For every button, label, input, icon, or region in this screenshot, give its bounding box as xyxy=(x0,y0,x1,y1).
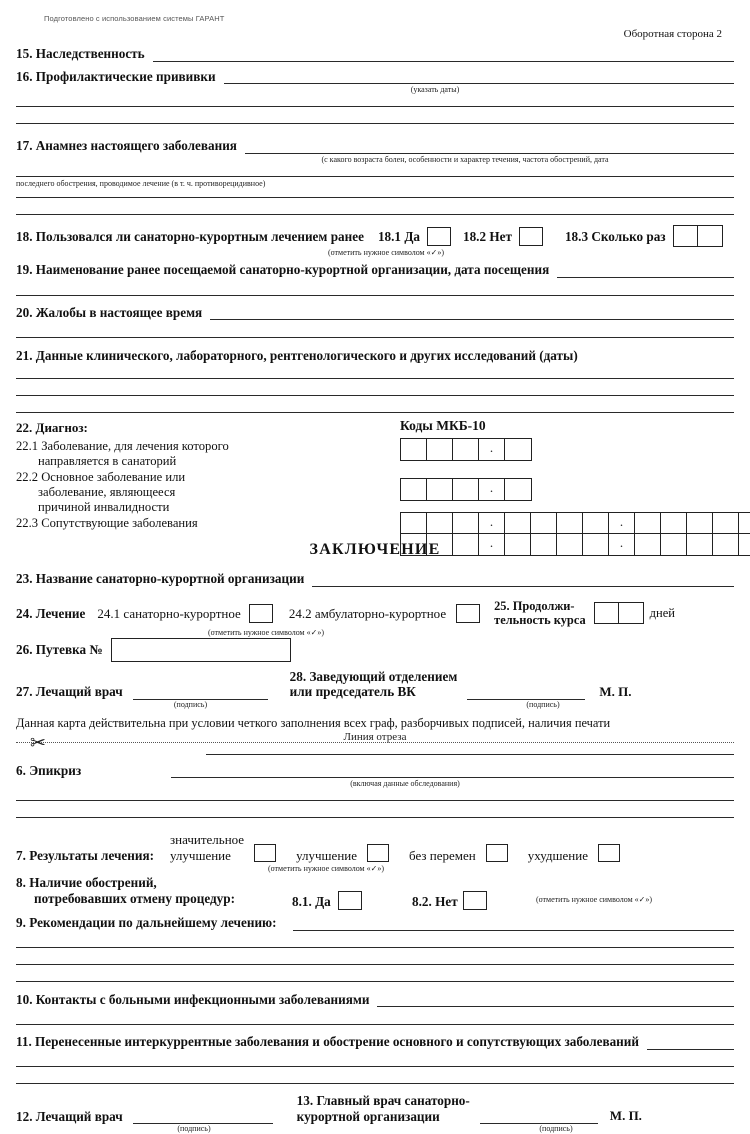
label-18-1: 18.1 Да xyxy=(377,228,420,244)
code-cell[interactable] xyxy=(401,479,427,500)
code-cell[interactable] xyxy=(635,534,661,555)
label-19: 19. Наименование ранее посещаемой санаторно-курортной организации, дата посещения xyxy=(16,262,550,278)
label-mkb-title: Коды МКБ-10 xyxy=(400,418,486,434)
label-22-3: 22.3 Сопутствующие заболевания xyxy=(16,516,198,531)
input-line-6d[interactable] xyxy=(16,817,734,818)
label-24: 24. Лечение xyxy=(16,605,86,621)
code-cell[interactable] xyxy=(609,534,635,555)
input-line-17b[interactable] xyxy=(16,176,734,177)
checkbox-7-deterioration[interactable] xyxy=(598,844,620,862)
code-cell[interactable] xyxy=(531,534,557,555)
input-line-21c[interactable] xyxy=(16,412,734,413)
input-line-19[interactable] xyxy=(557,265,734,278)
input-line-9[interactable] xyxy=(293,918,734,931)
code-cell[interactable] xyxy=(479,439,505,460)
checkbox-8-2-no[interactable] xyxy=(463,891,487,910)
code-cell[interactable] xyxy=(401,439,427,460)
hint-anamnesis-1: (с какого возраста болен, особенности и характер течения, частота обострений, дата xyxy=(321,154,609,164)
code-cell[interactable] xyxy=(557,534,583,555)
field-9-recommendations[interactable] xyxy=(16,915,734,931)
checkbox-8-1-yes[interactable] xyxy=(338,891,362,910)
input-line-16b[interactable] xyxy=(16,106,734,107)
code-cell[interactable] xyxy=(505,439,531,460)
checkbox-18-2-no[interactable] xyxy=(519,227,543,246)
label-28-line1: 28. Заведующий отделением xyxy=(289,668,458,684)
validity-note: Данная карта действительна при условии четкого заполнения всех граф, разборчивых подписей, наличия печати xyxy=(16,715,611,730)
field-26-voucher xyxy=(16,638,734,662)
code-cell[interactable] xyxy=(401,534,427,555)
label-mp-top: М. П. xyxy=(599,684,632,700)
label-22: 22. Диагноз: xyxy=(16,420,88,436)
code-cell[interactable] xyxy=(479,513,505,534)
label-26: 26. Путевка № xyxy=(16,642,103,658)
checkbox-18-1-yes[interactable] xyxy=(427,227,451,246)
label-13-line1: 13. Главный врач санаторно- xyxy=(296,1092,470,1108)
hint-signature-13: (подпись) xyxy=(539,1124,573,1134)
label-23: 23. Название санаторно-курортной организации xyxy=(16,571,305,587)
garant-note: Подготовлено с использованием системы ГАРАНТ xyxy=(44,14,225,23)
section-title-conclusion: ЗАКЛЮЧЕНИЕ xyxy=(309,541,441,559)
input-line-21a[interactable] xyxy=(16,378,734,379)
code-cell[interactable] xyxy=(427,439,453,460)
label-16: 16. Профилактические прививки xyxy=(16,68,216,84)
label-17: 17. Анамнез настоящего заболевания xyxy=(16,137,237,153)
input-line-16[interactable] xyxy=(224,71,734,84)
label-28-line2: или председатель ВК xyxy=(289,684,416,700)
signature-line-27[interactable] xyxy=(133,688,268,700)
input-line-11b[interactable] xyxy=(16,1066,734,1067)
input-line-23[interactable] xyxy=(312,574,734,587)
page-side-label: Оборотная сторона 2 xyxy=(623,28,722,40)
hint-check-8: (отметить нужное символом «✓») xyxy=(536,895,653,905)
label-18: 18. Пользовался ли санаторно-курортным лечением ранее xyxy=(16,228,364,244)
label-12: 12. Лечащий врач xyxy=(16,1108,123,1124)
label-6: 6. Эпикриз xyxy=(16,762,82,778)
checkbox-7-significant-improvement[interactable] xyxy=(254,844,276,862)
code-cell[interactable] xyxy=(453,439,479,460)
hint-signature-28: (подпись) xyxy=(526,700,560,710)
code-cell[interactable] xyxy=(505,513,531,534)
label-9: 9. Рекомендации по дальнейшему лечению: xyxy=(16,915,277,931)
field-21-studies xyxy=(16,347,734,365)
code-cell[interactable] xyxy=(713,513,739,534)
hint-signature-12: (подпись) xyxy=(177,1124,211,1134)
checkbox-7-no-change[interactable] xyxy=(486,844,508,862)
code-cell[interactable] xyxy=(453,513,479,534)
code-cell[interactable] xyxy=(687,534,713,555)
field-7-results xyxy=(16,832,734,863)
signature-line-13[interactable] xyxy=(480,1112,598,1124)
field-24-treatment xyxy=(16,599,734,628)
field-18-prior-treatment xyxy=(16,225,734,247)
code-cell[interactable] xyxy=(713,534,739,555)
code-grid-22-1[interactable] xyxy=(400,438,532,461)
label-8-line2: потребовавших отмену процедур: xyxy=(34,890,236,906)
input-line-16c[interactable] xyxy=(16,123,734,124)
cut-line-row xyxy=(16,730,734,754)
label-21: 21. Данные клинического, лабораторного, рентгенологического и других исследований (даты) xyxy=(16,348,578,364)
input-25-duration[interactable] xyxy=(594,602,644,624)
label-8-2: 8.2. Нет xyxy=(412,894,458,910)
label-24-1: 24.1 санаторно-курортное xyxy=(97,605,241,621)
hint-dates: (указать даты) xyxy=(410,85,460,95)
code-cell[interactable] xyxy=(479,479,505,500)
label-25-line1: 25. Продолжи- xyxy=(494,598,575,613)
hint-row-signatures xyxy=(16,701,734,710)
section-22-diagnosis xyxy=(16,420,734,545)
hint-check-24: (отметить нужное символом «✓») xyxy=(207,628,324,638)
checkbox-7-improvement[interactable] xyxy=(367,844,389,862)
input-line-20b[interactable] xyxy=(16,337,734,338)
input-line-6b[interactable] xyxy=(171,765,734,778)
label-10: 10. Контакты с больными инфекционными заболеваниями xyxy=(16,991,370,1007)
code-cell[interactable] xyxy=(401,513,427,534)
cut-line-dotted xyxy=(16,742,734,743)
code-cell[interactable] xyxy=(427,534,453,555)
input-line-9d[interactable] xyxy=(16,981,734,982)
label-18-2: 18.2 Нет xyxy=(462,228,512,244)
label-22-1b: направляется в санаторий xyxy=(38,453,177,468)
cell[interactable] xyxy=(619,603,643,623)
label-7: 7. Результаты лечения: xyxy=(16,847,154,863)
input-26-voucher-number[interactable] xyxy=(111,638,291,662)
input-line-6a[interactable] xyxy=(206,754,734,755)
input-line-11c[interactable] xyxy=(16,1083,734,1084)
label-24-2: 24.2 амбулаторно-курортное xyxy=(288,605,447,621)
label-22-2c: причиной инвалидности xyxy=(38,500,170,515)
input-line-9c[interactable] xyxy=(16,964,734,965)
label-28 xyxy=(290,669,458,700)
code-row[interactable] xyxy=(401,513,750,534)
hint-check-7: (отметить нужное символом «✓») xyxy=(267,864,384,874)
label-25-days: дней xyxy=(649,605,675,620)
input-line-6c[interactable] xyxy=(16,800,734,801)
field-23-org-name[interactable] xyxy=(16,571,734,587)
checkbox-24-2-ambulatory[interactable] xyxy=(456,604,480,623)
field-6-epicrisis[interactable] xyxy=(16,763,734,779)
label-7-1-line1: значительное xyxy=(169,832,245,848)
hint-including-exam: (включая данные обследования) xyxy=(350,779,460,789)
code-cell[interactable] xyxy=(557,513,583,534)
cell[interactable] xyxy=(595,603,619,623)
field-10-contacts[interactable] xyxy=(16,992,734,1008)
field-20-complaints[interactable] xyxy=(16,305,734,321)
label-13 xyxy=(297,1093,470,1124)
label-22-1a: 22.1 Заболевание, для лечения которого xyxy=(16,438,229,453)
input-line-17d[interactable] xyxy=(16,214,734,215)
code-cell[interactable] xyxy=(505,479,531,500)
code-cell[interactable] xyxy=(453,479,479,500)
label-cut-line: Линия отреза xyxy=(343,730,407,743)
label-mp-bottom: М. П. xyxy=(609,1108,642,1124)
input-18-3-count[interactable] xyxy=(673,225,723,247)
field-17-anamnesis[interactable] xyxy=(16,138,734,154)
label-13-line2: курортной организации xyxy=(296,1108,440,1124)
code-cell[interactable] xyxy=(453,534,479,555)
input-line-17c[interactable] xyxy=(16,197,734,198)
label-22-2b: заболевание, являющееся xyxy=(38,484,176,499)
field-19-prior-org[interactable] xyxy=(16,262,734,278)
label-11: 11. Перенесенные интеркуррентные заболевания и обострение основного и сопутствующих заболеваний xyxy=(16,1034,639,1050)
scissors-icon: ✂ xyxy=(30,732,46,754)
field-27-28-signatures xyxy=(16,669,734,700)
input-line-10b[interactable] xyxy=(16,1024,734,1025)
field-16-vaccinations[interactable] xyxy=(16,69,734,85)
input-line-17[interactable] xyxy=(245,141,734,154)
field-15-heredity[interactable] xyxy=(16,46,734,62)
input-line-11[interactable] xyxy=(647,1037,734,1050)
signature-line-28[interactable] xyxy=(467,688,585,700)
code-cell[interactable] xyxy=(505,534,531,555)
code-cell[interactable] xyxy=(427,479,453,500)
label-18-3: 18.3 Сколько раз xyxy=(564,228,666,244)
hint-signature-27: (подпись) xyxy=(173,700,208,710)
hint-anamnesis-2: последнего обострения, проводимое лечение (в т. ч. противорецидивное) xyxy=(16,179,266,189)
label-7-4: ухудшение xyxy=(527,847,588,863)
input-line-19b[interactable] xyxy=(16,295,734,296)
code-row[interactable] xyxy=(401,534,750,555)
code-grid-22-2[interactable] xyxy=(400,478,532,501)
code-cell[interactable] xyxy=(687,513,713,534)
code-cell[interactable] xyxy=(661,513,687,534)
field-8-exacerbations xyxy=(16,875,734,915)
label-7-2: улучшение xyxy=(296,847,357,863)
label-25 xyxy=(494,599,586,628)
label-7-1 xyxy=(170,832,244,863)
input-line-20[interactable] xyxy=(210,307,734,320)
signature-line-12[interactable] xyxy=(133,1112,273,1124)
code-cell[interactable] xyxy=(635,513,661,534)
label-8-line1: 8. Наличие обострений, xyxy=(16,875,157,891)
code-cell[interactable] xyxy=(583,534,609,555)
label-7-3: без перемен xyxy=(409,847,476,863)
code-cell[interactable] xyxy=(531,513,557,534)
code-cell[interactable] xyxy=(739,534,750,555)
code-grid-22-3[interactable] xyxy=(400,512,750,556)
label-20: 20. Жалобы в настоящее время xyxy=(16,304,203,320)
input-line-15[interactable] xyxy=(153,49,734,62)
input-line-9b[interactable] xyxy=(16,947,734,948)
code-cell[interactable] xyxy=(479,534,505,555)
input-line-21b[interactable] xyxy=(16,395,734,396)
cell[interactable] xyxy=(698,226,722,246)
hint-row-signatures-bottom xyxy=(16,1125,734,1134)
code-cell[interactable] xyxy=(661,534,687,555)
label-8-1: 8.1. Да xyxy=(292,894,331,910)
code-cell[interactable] xyxy=(609,513,635,534)
label-15: 15. Наследственность xyxy=(16,46,145,61)
code-cell[interactable] xyxy=(427,513,453,534)
input-line-10[interactable] xyxy=(377,994,734,1007)
cell[interactable] xyxy=(674,226,698,246)
field-12-13-signatures xyxy=(16,1093,734,1124)
label-25-line2: тельность курса xyxy=(494,613,586,628)
hint-check-18: (отметить нужное символом «✓») xyxy=(327,248,444,258)
label-22-2a: 22.2 Основное заболевание или xyxy=(16,469,186,484)
label-27: 27. Лечащий врач xyxy=(16,684,123,700)
code-cell[interactable] xyxy=(739,513,750,534)
code-cell[interactable] xyxy=(583,513,609,534)
label-7-1-line2: улучшение xyxy=(169,847,231,863)
checkbox-24-1-sanatorium[interactable] xyxy=(249,604,273,623)
